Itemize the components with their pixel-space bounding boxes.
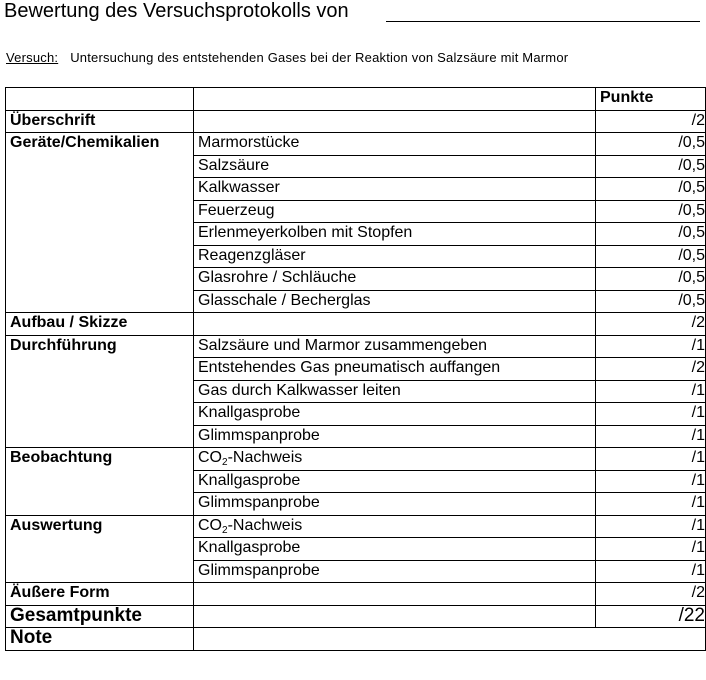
total-points: /22 [596, 605, 706, 628]
table-row [6, 178, 706, 201]
row-desc: Entstehendes Gas pneumatisch auffangen [194, 358, 596, 381]
header-empty-1 [6, 88, 194, 111]
table-row [6, 493, 706, 516]
note-field[interactable] [194, 628, 706, 651]
row-points: /0,5 [596, 245, 706, 268]
row-desc: Knallgasprobe [194, 538, 596, 561]
table-row [6, 538, 706, 561]
experiment-text: Untersuchung des entstehenden Gases bei der Reaktion von Salzsäure mit Marmor [70, 50, 569, 65]
table-row [6, 223, 706, 246]
row-points: /1 [596, 493, 706, 516]
row-label: Durchführung [6, 335, 194, 358]
row-points: /2 [596, 110, 706, 133]
row-points: /0,5 [596, 268, 706, 291]
row-points: /1 [596, 470, 706, 493]
row-desc: Salzsäure und Marmor zusammengeben [194, 335, 596, 358]
name-line[interactable] [386, 21, 700, 22]
co2-suffix: -Nachweis [227, 516, 303, 534]
row-points: /0,5 [596, 155, 706, 178]
table-row [6, 268, 706, 291]
row-points: /1 [596, 425, 706, 448]
table-row [6, 515, 706, 538]
row-desc: Erlenmeyerkolben mit Stopfen [194, 223, 596, 246]
row-desc [194, 515, 596, 538]
co2-subscript: 2 [222, 457, 228, 468]
row-points: /0,5 [596, 178, 706, 201]
table-row [6, 133, 706, 156]
row-points: /1 [596, 448, 706, 471]
experiment-label: Versuch: [6, 50, 59, 65]
co2-prefix: CO [198, 449, 222, 466]
row-desc [194, 448, 596, 471]
row-points: /1 [596, 380, 706, 403]
table-row [6, 470, 706, 493]
total-label: Gesamtpunkte [6, 605, 194, 628]
row-points: /1 [596, 560, 706, 583]
table-row [6, 155, 706, 178]
table-row [6, 290, 706, 313]
row-desc: Kalkwasser [194, 178, 596, 201]
row-points: /1 [596, 335, 706, 358]
row-desc [194, 605, 596, 628]
header-points: Punkte [596, 88, 706, 111]
note-row [6, 628, 706, 651]
row-points: /1 [596, 403, 706, 426]
page-title: Bewertung des Versuchsprotokolls von [4, 0, 349, 22]
row-desc: Glimmspanprobe [194, 425, 596, 448]
row-points: /2 [596, 313, 706, 336]
row-points: /1 [596, 515, 706, 538]
note-label: Note [6, 628, 194, 651]
table-row [6, 380, 706, 403]
row-label: Überschrift [6, 110, 194, 133]
table-row [6, 200, 706, 223]
row-desc [194, 583, 596, 606]
row-points: /1 [596, 538, 706, 561]
row-desc: Feuerzeug [194, 200, 596, 223]
row-label: Auswertung [6, 515, 194, 538]
row-desc: Salzsäure [194, 155, 596, 178]
row-desc [194, 313, 596, 336]
row-desc: Knallgasprobe [194, 403, 596, 426]
row-desc: Gas durch Kalkwasser leiten [194, 380, 596, 403]
co2-suffix: -Nachweis [227, 449, 303, 466]
row-label: Aufbau / Skizze [6, 313, 194, 336]
table-row [6, 560, 706, 583]
row-desc: Glasrohre / Schläuche [194, 268, 596, 291]
row-desc: Glasschale / Becherglas [194, 290, 596, 313]
row-points: /0,5 [596, 290, 706, 313]
table-row [6, 313, 706, 336]
table-row [6, 425, 706, 448]
row-desc: Reagenzgläser [194, 245, 596, 268]
row-desc: Knallgasprobe [194, 470, 596, 493]
row-label: Geräte/Chemikalien [6, 133, 194, 156]
row-points: /0,5 [596, 223, 706, 246]
header-empty-2 [194, 88, 596, 111]
co2-prefix: CO [198, 516, 222, 534]
row-desc: Glimmspanprobe [194, 560, 596, 583]
row-desc: Glimmspanprobe [194, 493, 596, 516]
table-row [6, 583, 706, 606]
experiment-line [6, 50, 568, 65]
row-points: /0,5 [596, 200, 706, 223]
co2-subscript: 2 [222, 524, 228, 536]
row-label: Beobachtung [6, 448, 194, 471]
row-points: /2 [596, 583, 706, 606]
table-row [6, 403, 706, 426]
row-desc [194, 110, 596, 133]
row-points: /0,5 [596, 133, 706, 156]
table-header-row [6, 88, 706, 111]
table-row [6, 245, 706, 268]
total-row [6, 605, 706, 628]
table-row [6, 335, 706, 358]
row-label: Äußere Form [6, 583, 194, 606]
table-row [6, 448, 706, 471]
table-row [6, 110, 706, 133]
row-points: /2 [596, 358, 706, 381]
table-row [6, 358, 706, 381]
row-desc: Marmorstücke [194, 133, 596, 156]
grading-table [5, 87, 706, 651]
